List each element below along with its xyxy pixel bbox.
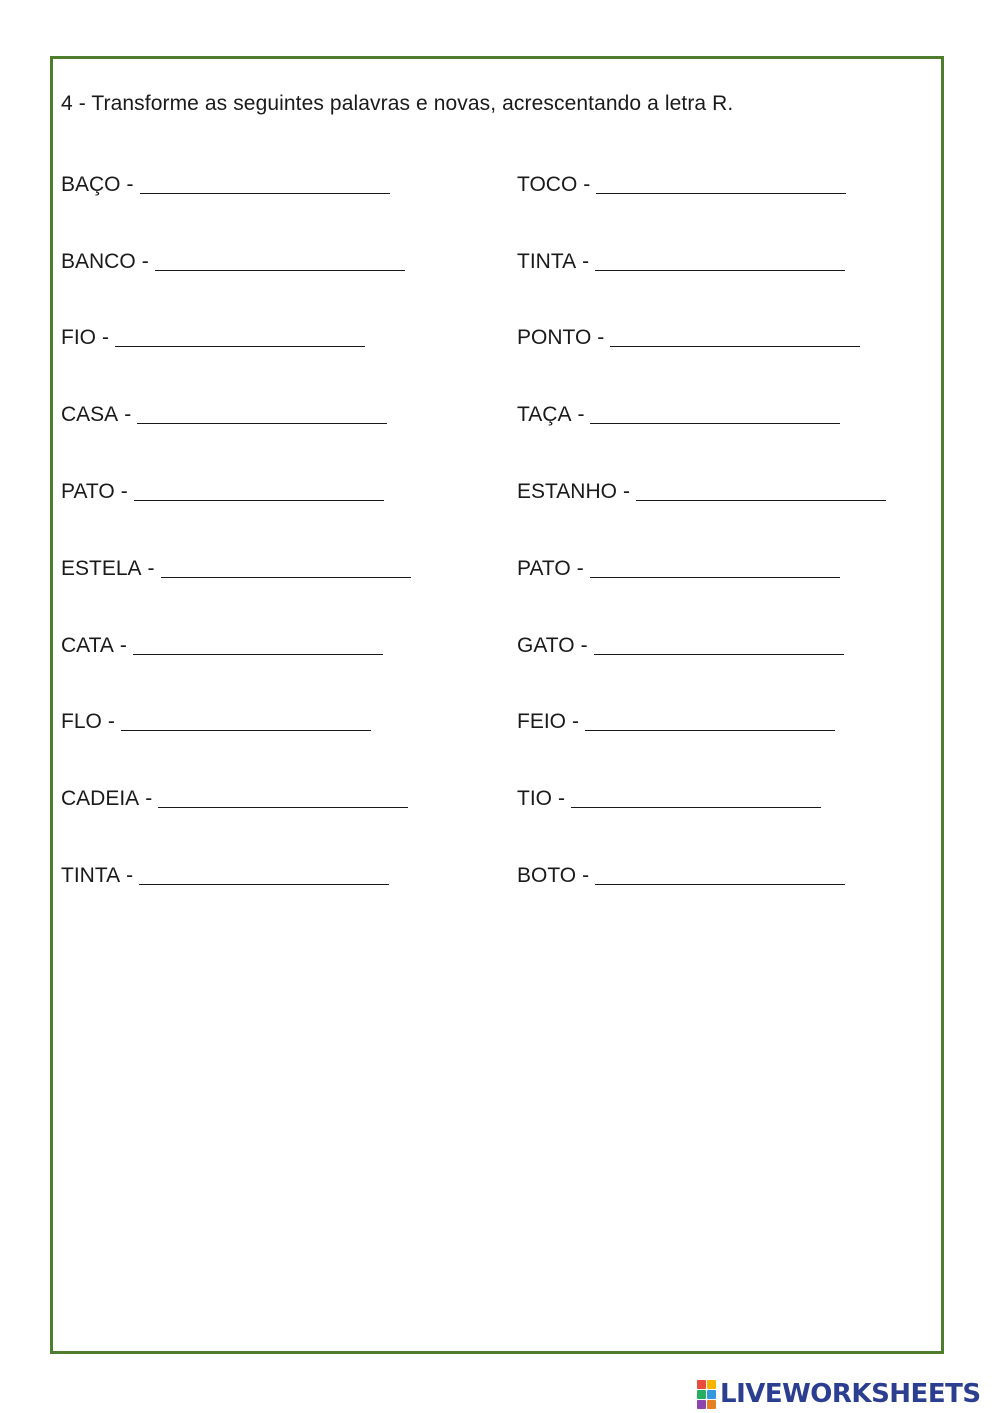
word-label: PATO [517, 557, 571, 580]
exercise-item-right [517, 784, 821, 811]
exercise-item-right [517, 477, 886, 504]
answer-blank[interactable] [595, 864, 845, 885]
answer-blank[interactable] [133, 634, 383, 655]
separator: - [102, 326, 109, 349]
separator: - [147, 557, 155, 580]
word-label: ESTELA [61, 557, 142, 580]
separator: - [572, 710, 580, 733]
exercise-item-left [61, 323, 365, 350]
answer-blank[interactable] [134, 480, 384, 501]
exercise-item-left [61, 400, 387, 427]
answer-blank[interactable] [115, 326, 365, 347]
exercise-item-left [61, 784, 408, 811]
word-label: FLO [61, 710, 102, 733]
word-label: TINTA [517, 250, 577, 273]
word-label: CADEIA [61, 787, 140, 810]
exercise-item-left [61, 861, 389, 888]
word-label: ESTANHO [517, 480, 617, 503]
exercise-item-left [61, 554, 411, 581]
answer-blank[interactable] [121, 710, 371, 731]
word-label: BAÇO [61, 173, 121, 196]
separator: - [582, 250, 590, 273]
separator: - [119, 634, 127, 657]
separator: - [124, 403, 132, 426]
answer-blank[interactable] [137, 403, 387, 424]
separator: - [141, 250, 149, 273]
separator: - [583, 173, 591, 196]
exercise-item-left [61, 170, 390, 197]
word-label: BANCO [61, 250, 136, 273]
answer-blank[interactable] [636, 480, 886, 501]
answer-blank[interactable] [571, 787, 821, 808]
liveworksheets-logo [697, 1378, 981, 1410]
logo-text: LIVEWORKSHEETS [720, 1379, 981, 1409]
exercise-item-right [517, 170, 846, 197]
exercise-item-right [517, 400, 840, 427]
answer-blank[interactable] [595, 250, 845, 271]
separator: - [622, 480, 630, 503]
answer-blank[interactable] [590, 557, 840, 578]
answer-blank[interactable] [594, 634, 844, 655]
separator: - [580, 634, 588, 657]
word-label: FIO [61, 326, 96, 349]
answer-blank[interactable] [590, 403, 840, 424]
exercise-item-right [517, 247, 845, 274]
exercise-item-left [61, 631, 383, 658]
separator: - [126, 173, 134, 196]
separator: - [597, 326, 605, 349]
word-label: PATO [61, 480, 115, 503]
instruction-text: 4 - Transforme as seguintes palavras e novas, acrescentando a letra R. [61, 92, 734, 115]
answer-blank[interactable] [140, 173, 390, 194]
separator: - [582, 864, 590, 887]
separator: - [558, 787, 565, 810]
exercise-item-right [517, 323, 860, 350]
exercise-item-right [517, 554, 840, 581]
exercise-item-right [517, 861, 845, 888]
answer-blank[interactable] [155, 250, 405, 271]
word-label: TOCO [517, 173, 578, 196]
answer-blank[interactable] [596, 173, 846, 194]
separator: - [120, 480, 128, 503]
answer-blank[interactable] [139, 864, 389, 885]
word-label: TIO [517, 787, 552, 810]
word-label: FEIO [517, 710, 567, 733]
separator: - [577, 403, 585, 426]
exercise-item-left [61, 247, 405, 274]
exercise-item-left [61, 707, 371, 734]
word-label: TINTA [61, 864, 121, 887]
exercise-item-left [61, 477, 384, 504]
exercise-item-right [517, 631, 844, 658]
word-label: CATA [61, 634, 114, 657]
word-label: GATO [517, 634, 575, 657]
separator: - [145, 787, 153, 810]
separator: - [126, 864, 134, 887]
word-label: CASA [61, 403, 119, 426]
answer-blank[interactable] [161, 557, 411, 578]
separator: - [107, 710, 115, 733]
exercise-item-right [517, 707, 835, 734]
answer-blank[interactable] [585, 710, 835, 731]
liveworksheets-logo-icon [697, 1380, 716, 1409]
answer-blank[interactable] [158, 787, 408, 808]
separator: - [576, 557, 584, 580]
word-label: TAÇA [517, 403, 572, 426]
word-label: BOTO [517, 864, 577, 887]
answer-blank[interactable] [610, 326, 860, 347]
word-label: PONTO [517, 326, 592, 349]
